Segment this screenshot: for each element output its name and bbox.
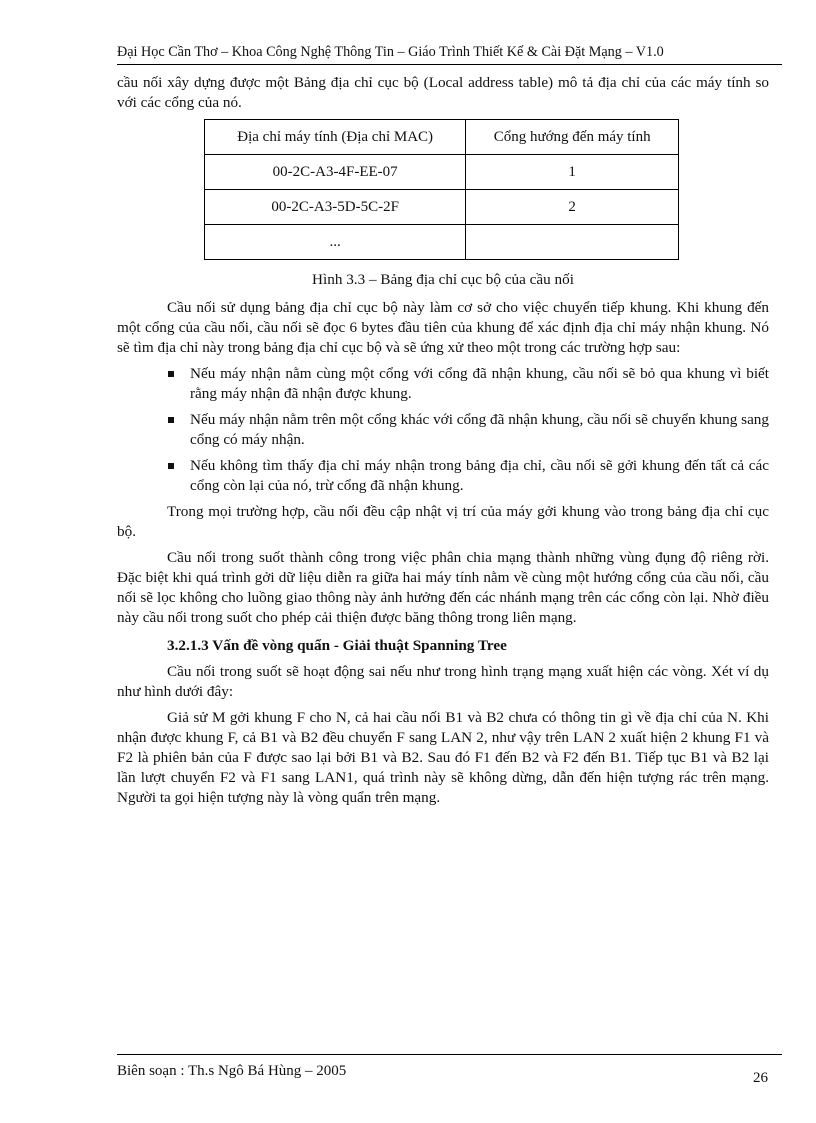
list-item [117,364,769,404]
table-cell-port: 1 [466,155,679,190]
table-cell-port [466,225,679,260]
body-paragraph: Cầu nối sử dụng bảng địa chỉ cục bộ này làm cơ sở cho việc chuyển tiếp khung. Khi khung đến một cổng của cầu nối, cầu nối sẽ đọc 6 bytes đầu tiên của khung để xác định địa chỉ máy nhận khung. Nó sẽ tìm địa chỉ này trong bảng địa chỉ cục bộ và sẽ ứng xử theo một trong các trường hợp sau: [117,299,769,356]
page-number: 26 [753,1070,768,1086]
list-item-text: Nếu không tìm thấy địa chỉ máy nhận trong bảng địa chỉ, cầu nối sẽ gởi khung đến tất cả các cổng còn lại của nó, trừ cổng đã nhận khung. [190,457,769,494]
bullet-list [117,364,769,496]
list-item [117,456,769,496]
page-header [117,44,782,65]
table-header-cell: Địa chỉ máy tính (Địa chỉ MAC) [205,120,466,155]
square-bullet-icon [168,371,174,377]
table-header-cell: Cổng hướng đến máy tính [466,120,679,155]
local-address-table [204,119,679,260]
table-cell-mac: 00-2C-A3-5D-5C-2F [205,190,466,225]
table-row [205,225,679,260]
figure-caption: Hình 3.3 – Bảng địa chỉ cục bộ của cầu nối [312,271,574,288]
list-item-text: Nếu máy nhận nằm cùng một cổng với cổng đã nhận khung, cầu nối sẽ bỏ qua khung vì biết rằng máy nhận đã nhận được khung. [190,365,769,402]
page-footer [117,1054,782,1086]
footer-author: Biên soạn : Th.s Ngô Bá Hùng – 2005 [117,1063,347,1079]
header-title: Đại Học Cần Thơ – Khoa Công Nghệ Thông Tin – Giáo Trình Thiết Kế & Cài Đặt Mạng – V1.0 [117,44,664,60]
table-cell-mac: ... [205,225,466,260]
square-bullet-icon [168,463,174,469]
list-item-text: Nếu máy nhận nằm trên một cổng khác với cổng đã nhận khung, cầu nối sẽ chuyển khung sang cổng có máy nhận. [190,411,769,448]
square-bullet-icon [168,417,174,423]
intro-paragraph: cầu nối xây dựng được một Bảng địa chỉ cục bộ (Local address table) mô tả địa chỉ của các máy tính so với các cổng của nó. [117,74,769,111]
body-paragraph: Trong mọi trường hợp, cầu nối đều cập nhật vị trí của máy gởi khung vào trong bảng địa chỉ cục bộ. [117,503,769,540]
body-paragraph: Cầu nối trong suốt thành công trong việc phân chia mạng thành những vùng đụng độ riêng rời. Đặc biệt khi quá trình gởi dữ liệu diễn ra giữa hai máy tính nằm về cùng một hướng cổng của cầu nối, cầu nối sẽ lọc không cho luồng giao thông này ảnh hưởng đến các nhánh mạng trên các cổng còn lại. Nhờ điều này cầu nối trong suốt cho phép cải thiện được băng thông trong liên mạng. [117,549,769,626]
table-row [205,155,679,190]
section-heading: 3.2.1.3 Vấn đề vòng quẩn - Giải thuật Spanning Tree [167,637,507,654]
table-cell-port: 2 [466,190,679,225]
table-header-row [205,120,679,155]
list-item [117,410,769,450]
table-row [205,190,679,225]
body-paragraph: Cầu nối trong suốt sẽ hoạt động sai nếu như trong hình trạng mạng xuất hiện các vòng. Xét ví dụ như hình dưới đây: [117,663,769,700]
body-paragraph: Giả sử M gởi khung F cho N, cả hai cầu nối B1 và B2 chưa có thông tin gì về địa chỉ của N. Khi nhận được khung F, cả B1 và B2 đều chuyển F sang LAN 2, như vậy trên LAN 2 xuất hiện 2 khung F1 và F2 là phiên bản của F được sao lại bởi B1 và B2. Sau đó F1 đến B2 và F2 đến B1. Tiếp tục B1 và B2 lại lần lượt chuyển F2 và F1 sang LAN1, quá trình này sẽ không dừng, dẫn đến hiện tượng rác trên mạng. Người ta gọi hiện tượng này là vòng quẩn trên mạng. [117,709,769,806]
table-cell-mac: 00-2C-A3-4F-EE-07 [205,155,466,190]
page-content [117,73,769,814]
